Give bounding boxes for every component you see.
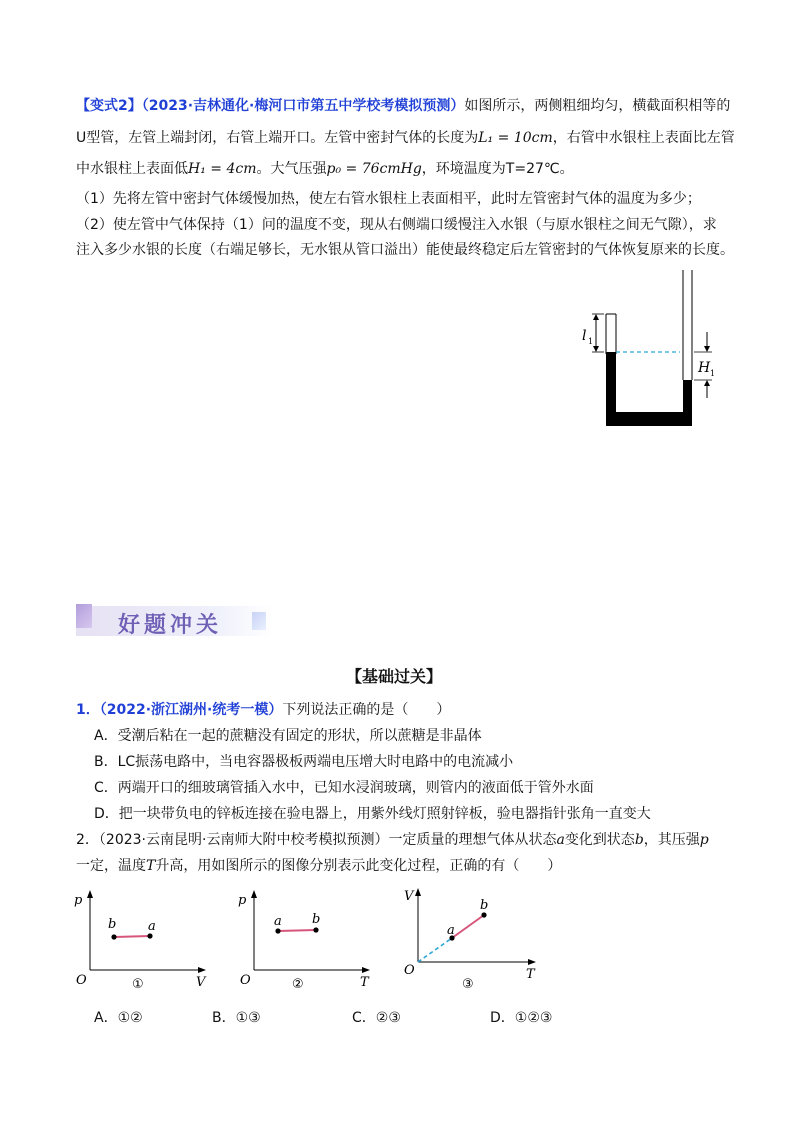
q1-source: （2022·浙江湖州·统考一模）	[99, 702, 283, 718]
p0-expression: p₀ = 76cmHg	[326, 161, 422, 177]
q1-option-b: B．LC振荡电路中，当电容器极板两端电压增大时电路中的电流减小	[94, 754, 514, 770]
q2-number: 2．	[76, 832, 99, 848]
graph-2-ylabel: p	[238, 893, 247, 908]
graph-2-process-line	[278, 930, 316, 931]
graph-2-xlabel: T	[360, 975, 369, 990]
variant-text: 。	[559, 161, 574, 177]
graph-1-xlabel: V	[196, 975, 206, 990]
graph-3-label-left: a	[447, 923, 455, 938]
q2-text: ，其压强	[643, 832, 700, 848]
q1-number: 1．	[76, 702, 100, 718]
q2-text: 一定质量的理想气体从状态	[388, 832, 557, 848]
u-tube-figure	[570, 262, 740, 432]
q2-choice-c: C．②③	[352, 1010, 401, 1026]
graph-3-point-b	[481, 912, 486, 917]
graph-3-origin: O	[404, 963, 415, 978]
q2-choice-a: A．①②	[94, 1010, 143, 1026]
q2-source: （2023·云南昆明·云南师大附中校考模拟预测）	[98, 832, 389, 848]
section-title: 【基础过关】	[346, 667, 443, 686]
q2-state-a: a	[556, 832, 565, 848]
variant-text: 。大气压强	[256, 161, 327, 177]
graph-2	[236, 884, 376, 994]
graph-2-label-left: a	[274, 914, 282, 929]
variant-question-1: （1）先将左管中密封气体缓慢加热，使左右管水银柱上表面相平，此时左管密封气体的温度为多少；	[76, 191, 701, 207]
graph-3-process-line	[452, 915, 484, 938]
l1-expression: L₁ = 10cm	[478, 130, 553, 146]
variant-text: 中水银柱上表面低	[76, 161, 188, 177]
graph-1-process-line	[114, 936, 150, 937]
banner-square-icon	[76, 604, 92, 628]
h1-label: H	[698, 360, 711, 376]
temperature: T=27℃	[505, 161, 560, 177]
graph-3-caption: ③	[462, 977, 474, 992]
q2-pressure-symbol: p	[699, 832, 709, 848]
graph-1-point-b	[111, 934, 116, 939]
q2-temperature-symbol: T	[146, 858, 156, 874]
q1-option-a: A．受潮后粘在一起的蔗糖没有固定的形状，所以蔗糖是非晶体	[94, 728, 482, 744]
q2-text: 变化到状态	[564, 832, 635, 848]
q1-stem	[76, 700, 450, 720]
graph-2-label-right: b	[312, 912, 321, 927]
q1-option-d: D．把一块带负电的锌板连接在验电器上，用紫外线灯照射锌板，验电器指针张角一直变大	[94, 806, 651, 822]
graph-2-origin: O	[240, 973, 251, 988]
graph-2-caption: ②	[292, 977, 304, 992]
variant-text: 如图所示，两侧粗细均匀，横截面积相等的	[464, 98, 731, 114]
graph-1-origin: O	[76, 973, 87, 988]
mercury-column	[606, 352, 692, 426]
l1-label: l	[582, 328, 587, 344]
q2-state-b: b	[634, 832, 644, 848]
graph-1	[72, 884, 212, 994]
q1-option-c: C．两端开口的细玻璃管插入水中，已知水浸润玻璃，则管内的液面低于管外水面	[94, 780, 594, 796]
h1-sub: 1	[710, 369, 716, 378]
variant-text: ，右管中水银柱上表面比左管	[552, 130, 735, 146]
graph-1-ylabel: p	[74, 893, 83, 908]
graph-3-extension-line	[418, 938, 452, 962]
l1-sub: 1	[588, 337, 594, 346]
variant-line-3	[76, 159, 574, 179]
graph-2-point-a	[275, 928, 280, 933]
q2-stem-line-2	[76, 856, 561, 876]
banner-title: 好题冲关	[118, 613, 223, 638]
graph-3-xlabel: T	[526, 967, 535, 982]
variant-source: （2023·吉林通化·梅河口市第五中学校考模拟预测）	[141, 98, 465, 114]
h1-expression: H₁ = 4cm	[188, 161, 257, 177]
graph-3-ylabel: V	[404, 889, 414, 904]
q2-text: 一定，温度	[76, 858, 146, 874]
variant-text: ，环境温度为	[421, 161, 506, 177]
variant-text: U型管，左管上端封闭，右管上端开口。左管中密封气体的长度为	[76, 130, 479, 146]
q2-stem-line-1	[76, 830, 709, 850]
graph-3-label-right: b	[480, 898, 489, 913]
q1-stem-text: 下列说法正确的是（ ）	[282, 702, 451, 718]
variant-line-1	[76, 96, 730, 116]
banner-square-icon	[252, 612, 266, 630]
graph-3	[400, 884, 550, 994]
q2-choice-b: B．①③	[212, 1010, 261, 1026]
q2-choice-d: D．①②③	[490, 1010, 553, 1026]
variant-line-2	[76, 128, 735, 148]
graph-2-point-b	[313, 927, 318, 932]
graph-1-label-right: a	[148, 919, 156, 934]
variant-question-2-line-2: 注入多少水银的长度（右端足够长，无水银从管口溢出）能使最终稳定后左管密封的气体恢复原来的长度。	[76, 242, 734, 258]
variant-tag: 【变式2】	[76, 98, 142, 114]
graph-1-label-left: b	[108, 917, 117, 932]
variant-question-2-line-1: （2）使左管中气体保持（1）问的温度不变，现从右侧端口缓慢注入水银（与原水银柱之间无气隙），求	[76, 217, 717, 233]
graph-1-point-a	[147, 933, 152, 938]
q2-text: 升高，用如图所示的图像分别表示此变化过程，正确的有（ ）	[155, 858, 562, 874]
graph-1-caption: ①	[132, 977, 144, 992]
